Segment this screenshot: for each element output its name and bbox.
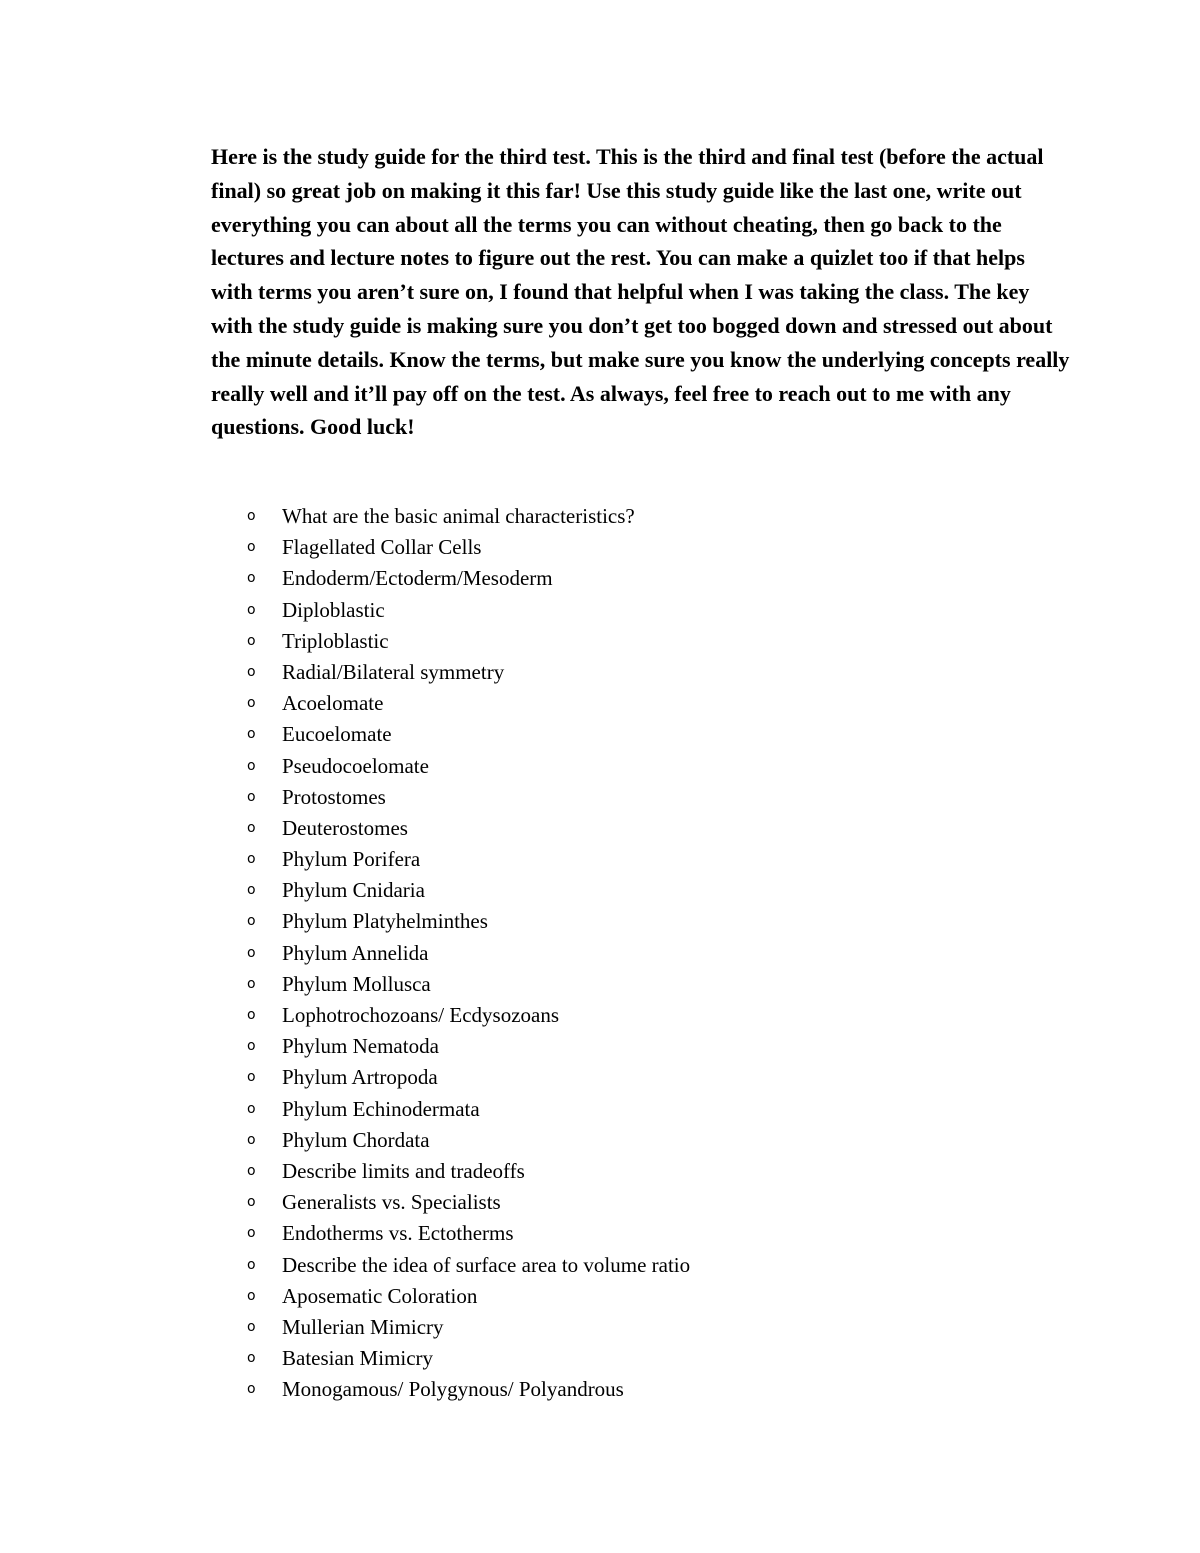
list-item <box>247 719 1067 750</box>
bullet-icon: o <box>247 695 256 712</box>
study-terms-list <box>247 501 1067 1405</box>
list-item <box>247 1094 1067 1125</box>
term-text: Phylum Nematoda <box>282 1034 439 1059</box>
term-text: Aposematic Coloration <box>282 1283 478 1308</box>
list-item <box>247 532 1067 563</box>
bullet-icon: o <box>247 601 256 618</box>
bullet-icon: o <box>247 1225 256 1242</box>
list-item <box>247 906 1067 937</box>
term-text: Describe the idea of surface area to volume ratio <box>282 1252 691 1277</box>
term-text: Phylum Artropoda <box>282 1065 438 1090</box>
term-text: Phylum Echinodermata <box>282 1096 480 1121</box>
bullet-icon: o <box>247 539 256 556</box>
list-item <box>247 1281 1067 1312</box>
term-text: Triploblastic <box>282 628 389 653</box>
term-text: Phylum Porifera <box>282 847 421 872</box>
term-text: Generalists vs. Specialists <box>282 1190 501 1215</box>
term-text: Protostomes <box>282 784 386 809</box>
list-item <box>247 751 1067 782</box>
bullet-icon: o <box>247 570 256 587</box>
intro-paragraph: Here is the study guide for the third test. This is the third and final test (before the actual final) so great job on making it this far! Use this study guide like the last one, write out everything you can about all the terms you can without cheating, then go back to the lectures and lecture notes to figure out the rest. You can make a quizlet too if that helps with terms you aren’t sure on, I found that helpful when I was taking the class. The key with the study guide is making sure you don’t get too bogged down and stressed out about the minute details. Know the terms, but make sure you know the underlying concepts really really well and it’ll pay off on the test. As always, feel free to reach out to me with any questions. Good luck! <box>211 144 1070 440</box>
bullet-icon: o <box>247 1131 256 1148</box>
term-text: Flagellated Collar Cells <box>282 535 482 560</box>
list-item <box>247 782 1067 813</box>
list-item <box>247 595 1067 626</box>
bullet-icon: o <box>247 1256 256 1273</box>
bullet-icon: o <box>247 882 256 899</box>
list-item <box>247 501 1067 532</box>
list-item <box>247 844 1067 875</box>
term-text: Describe limits and tradeoffs <box>282 1158 525 1183</box>
term-text: Monogamous/ Polygynous/ Polyandrous <box>282 1377 624 1402</box>
bullet-icon: o <box>247 1318 256 1335</box>
list-item <box>247 813 1067 844</box>
list-item <box>247 1000 1067 1031</box>
bullet-icon: o <box>247 1038 256 1055</box>
bullet-icon: o <box>247 975 256 992</box>
list-item <box>247 969 1067 1000</box>
bullet-icon: o <box>247 1350 256 1367</box>
bullet-icon: o <box>247 508 256 524</box>
bullet-icon: o <box>247 632 256 649</box>
term-text: Phylum Annelida <box>282 940 429 965</box>
term-text: Phylum Cnidaria <box>282 878 425 903</box>
list-item <box>247 938 1067 969</box>
term-text: Phylum Mollusca <box>282 971 431 996</box>
bullet-icon: o <box>247 1287 256 1304</box>
list-item <box>247 1343 1067 1374</box>
bullet-icon: o <box>247 913 256 930</box>
bullet-icon: o <box>247 1007 256 1023</box>
list-item <box>247 1218 1067 1249</box>
term-text: Endoderm/Ectoderm/Mesoderm <box>282 566 553 591</box>
bullet-icon: o <box>247 851 256 868</box>
term-text: What are the basic animal characteristics? <box>282 504 635 528</box>
term-text: Phylum Platyhelminthes <box>282 909 488 934</box>
list-item <box>247 1125 1067 1156</box>
term-text: Batesian Mimicry <box>282 1346 434 1371</box>
list-item <box>247 1187 1067 1218</box>
bullet-icon: o <box>247 819 256 836</box>
bullet-icon: o <box>247 1381 256 1398</box>
list-item <box>247 1250 1067 1281</box>
list-item <box>247 563 1067 594</box>
term-text: Lophotrochozoans/ Ecdysozoans <box>282 1003 560 1027</box>
bullet-icon: o <box>247 1100 256 1117</box>
bullet-icon: o <box>247 1069 256 1086</box>
term-text: Eucoelomate <box>282 722 392 747</box>
term-text: Phylum Chordata <box>282 1127 430 1152</box>
list-item <box>247 688 1067 719</box>
list-item <box>247 1312 1067 1343</box>
bullet-icon: o <box>247 1194 256 1211</box>
list-item <box>247 1156 1067 1187</box>
term-text: Pseudocoelomate <box>282 753 429 778</box>
list-item <box>247 657 1067 688</box>
bullet-icon: o <box>247 726 256 743</box>
bullet-icon: o <box>247 1162 256 1179</box>
list-item <box>247 875 1067 906</box>
list-item <box>247 626 1067 657</box>
term-text: Mullerian Mimicry <box>282 1314 444 1339</box>
term-text: Endotherms vs. Ectotherms <box>282 1221 514 1246</box>
bullet-icon: o <box>247 788 256 805</box>
bullet-icon: o <box>247 944 256 961</box>
list-item <box>247 1374 1067 1405</box>
list-item <box>247 1031 1067 1062</box>
term-text: Deuterostomes <box>282 815 408 840</box>
list-item <box>247 1062 1067 1093</box>
bullet-icon: o <box>247 757 256 774</box>
term-text: Acoelomate <box>282 691 384 716</box>
term-text: Diploblastic <box>282 597 385 622</box>
bullet-icon: o <box>247 663 256 680</box>
term-text: Radial/Bilateral symmetry <box>282 659 505 684</box>
